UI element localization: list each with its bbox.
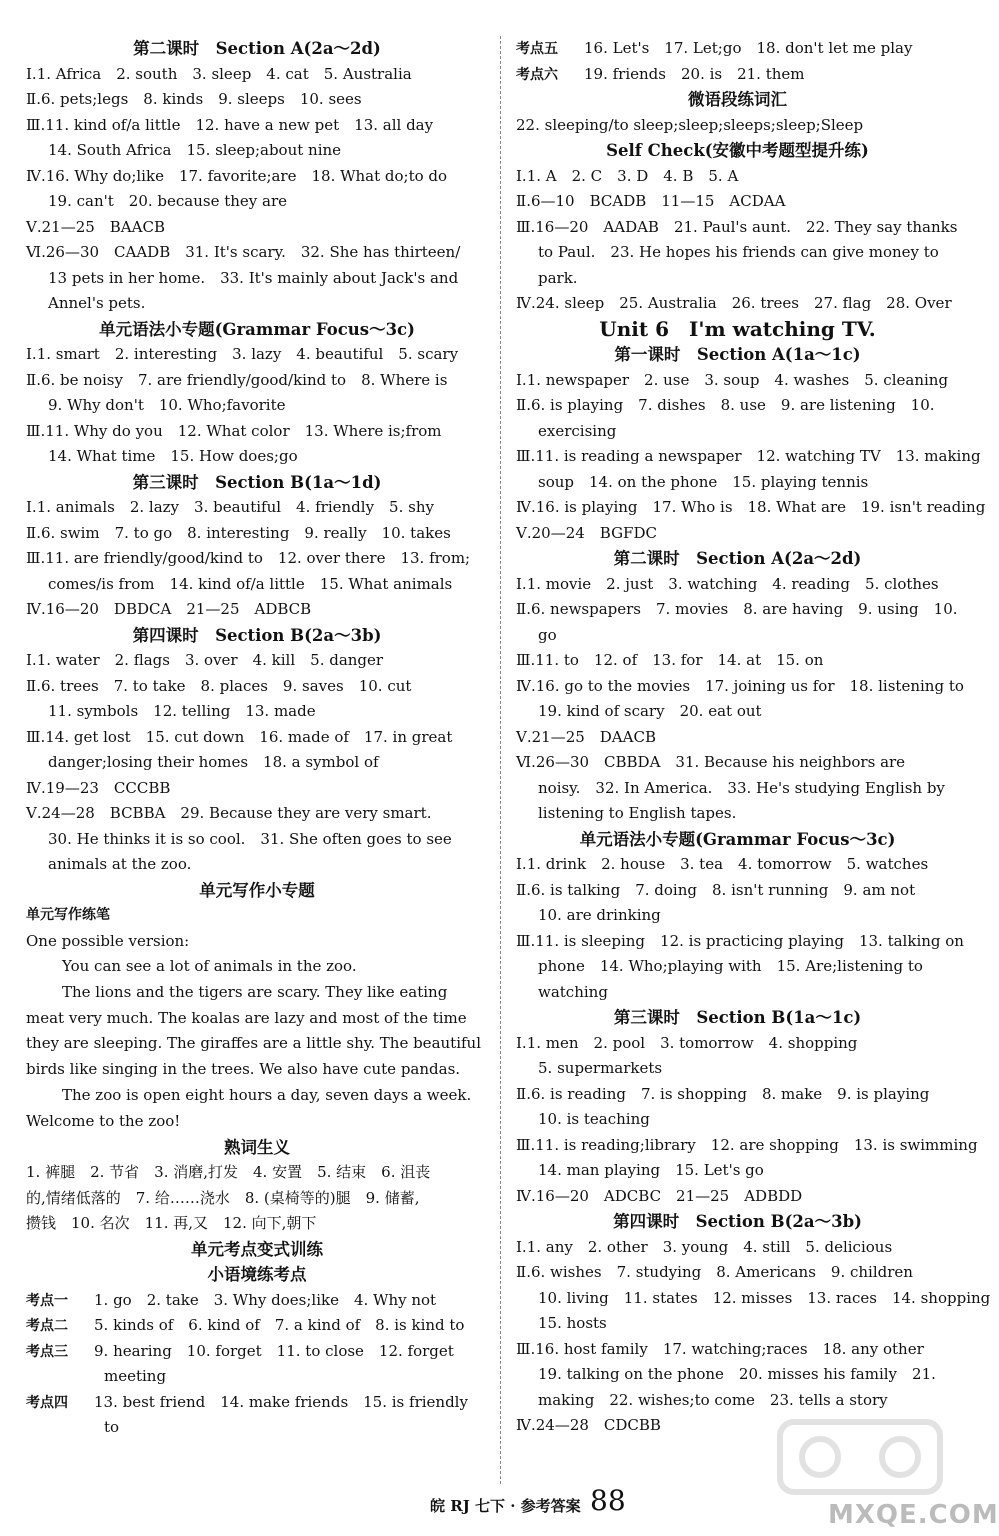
answer-line: making 22. wishes;to come 23. tells a story (538, 1390, 888, 1409)
answer-line: Ⅱ.6. is playing 7. dishes 8. use 9. are listening 10. (516, 396, 935, 414)
footer-label: 皖 RJ 七下 · 参考答案 (430, 1497, 581, 1515)
answer-line: Annel's pets. (48, 294, 146, 312)
answer-line: Ⅵ.26—30 CAADB 31. It's scary. 32. She has thirteen/ (26, 243, 461, 261)
answer-line: Ⅱ.6. wishes 7. studying 8. Americans 9. children (516, 1263, 913, 1281)
answer-line: Ⅰ.1. newspaper 2. use 3. soup 4. washes 5. cleaning (516, 370, 949, 389)
section-heading: 微语段练词汇 (688, 90, 787, 109)
answer-line: 14. What time 15. How does;go (48, 447, 298, 465)
answer-line: 攒钱 10. 名次 11. 再,又 12. 向下,朝下 (26, 1214, 317, 1233)
section-heading: Self Check(安徽中考题型提升练) (606, 141, 869, 160)
answer-line: Ⅳ.24—28 CDCBB (516, 1416, 661, 1434)
answer-line (516, 36, 959, 62)
essay-paragraph: The zoo is open eight hours a day, seven days a week. Welcome to the zoo! (26, 1085, 472, 1130)
answer-text: 19. friends 20. is 21. them (584, 64, 805, 83)
answer-line: Ⅰ.1. movie 2. just 3. watching 4. reading 5. clothes (516, 574, 939, 593)
section-heading: 第二课时 Section A(2a～2d) (133, 39, 381, 58)
answer-line: go (538, 625, 557, 644)
section-heading: 单元考点变式训练 (191, 1239, 323, 1259)
answer-line (516, 62, 959, 88)
answer-line: park. (538, 268, 578, 287)
essay-paragraph: The lions and the tigers are scary. They like eating meat very much. The koalas are lazy and most of the time they are sleeping. The giraffes are a little shy. The beautiful birds like singing in the trees. We also have cute pandas. (26, 982, 482, 1079)
answer-line: 19. kind of scary 20. eat out (538, 702, 762, 720)
answer-line: 14. South Africa 15. sleep;about nine (48, 141, 342, 159)
answer-text: 13. best friend 14. make friends 15. is friendly (94, 1392, 468, 1411)
answer-line: Ⅰ.1. any 2. other 3. young 4. still 5. delicious (516, 1237, 893, 1256)
answer-line: 11. symbols 12. telling 13. made (48, 702, 316, 720)
answer-line: Ⅲ.11. to 12. of 13. for 14. at 15. on (516, 651, 824, 669)
answer-line: meeting (104, 1367, 167, 1386)
answer-text: 16. Let's 17. Let;go 18. don't let me play (584, 39, 913, 57)
point-label: 考点六 (516, 66, 558, 83)
answer-line: Ⅳ.24. sleep 25. Australia 26. trees 27. flag 28. Over (516, 294, 952, 312)
answer-line: Ⅰ.1. smart 2. interesting 3. lazy 4. beautiful 5. scary (26, 345, 459, 363)
answer-line: Ⅳ.16—20 ADCBC 21—25 ADBDD (516, 1186, 803, 1205)
section-heading: 第四课时 Section B(2a～3b) (132, 625, 382, 645)
answer-line: Ⅱ.6. trees 7. to take 8. places 9. saves 10. cut (26, 676, 412, 695)
answer-line: 13 pets in her home. 33. It's mainly about Jack's and (48, 268, 459, 287)
answer-line (26, 1288, 488, 1314)
answer-line: danger;losing their homes 18. a symbol of (48, 753, 379, 771)
answer-line: 30. He thinks it is so cool. 31. She often goes to see (48, 829, 452, 848)
answer-line: 15. hosts (538, 1314, 607, 1332)
answer-line: Ⅱ.6. is reading 7. is shopping 8. make 9. is playing (516, 1084, 930, 1103)
answer-line: Ⅰ.1. Africa 2. south 3. sleep 4. cat 5. Australia (26, 64, 412, 83)
answer-text: 1. go 2. take 3. Why does;like 4. Why not (94, 1290, 437, 1309)
answer-line: to Paul. 23. He hopes his friends can give money to (538, 243, 939, 261)
point-label: 考点四 (26, 1394, 68, 1411)
answer-line: Ⅱ.6. is talking 7. doing 8. isn't running 9. am not (516, 880, 916, 899)
answer-line: noisy. 32. In America. 33. He's studying English by (538, 778, 945, 797)
answer-line: 10. are drinking (538, 906, 661, 924)
section-heading: 单元语法小专题(Grammar Focus～3c) (579, 829, 896, 849)
section-heading: 第四课时 Section B(2a～3b) (613, 1212, 862, 1231)
answer-line: Ⅳ.16. is playing 17. Who is 18. What are 19. isn't reading (516, 498, 986, 516)
answer-line: comes/is from 14. kind of/a little 15. What animals (48, 574, 453, 593)
answer-line: Ⅲ.16. host family 17. watching;races 18. any other (516, 1339, 924, 1358)
answer-line: Ⅲ.11. kind of/a little 12. have a new pet 13. all day (26, 115, 434, 134)
section-heading: 第三课时 Section B(1a～1c) (613, 1008, 862, 1027)
answer-line: Ⅰ.1. drink 2. house 3. tea 4. tomorrow 5. watches (516, 855, 929, 873)
answer-line: animals at the zoo. (48, 855, 192, 873)
answer-line: 19. can't 20. because they are (48, 192, 288, 210)
answer-line: Ⅰ.1. animals 2. lazy 3. beautiful 4. friendly 5. shy (26, 498, 434, 516)
answer-line: 19. talking on the phone 20. misses his family 21. (538, 1365, 936, 1383)
answer-line: Ⅴ.20—24 BGFDC (516, 523, 657, 542)
answer-line: 14. man playing 15. Let's go (538, 1161, 764, 1179)
essay-paragraph: You can see a lot of animals in the zoo. (62, 957, 357, 975)
subheading: 单元写作练笔 (26, 907, 110, 923)
answer-line: Ⅱ.6. swim 7. to go 8. interesting 9. really 10. takes (26, 523, 451, 542)
right-column (516, 36, 991, 1439)
answer-line: Ⅲ.11. Why do you 12. What color 13. Where is;from (26, 421, 442, 440)
section-heading: 单元写作小专题 (199, 880, 315, 900)
answer-line: Ⅲ.14. get lost 15. cut down 16. made of 17. in great (26, 727, 453, 746)
answer-line: One possible version: (26, 931, 190, 950)
section-heading: 熟词生义 (224, 1137, 290, 1157)
section-heading: 第一课时 Section A(1a～1c) (614, 345, 861, 364)
answer-line: 的,情绪低落的 7. 给……浇水 8. (桌椅等的)腿 9. 储蓄, (26, 1188, 420, 1207)
answer-line: phone 14. Who;playing with 15. Are;listening to (538, 957, 923, 975)
answer-line: Ⅰ.1. men 2. pool 3. tomorrow 4. shopping (516, 1033, 858, 1052)
answer-line: Ⅱ.6. newspapers 7. movies 8. are having 9. using 10. (516, 600, 958, 618)
answer-line: soup 14. on the phone 15. playing tennis (538, 472, 869, 491)
answer-line: Ⅴ.24—28 BCBBA 29. Because they are very smart. (26, 804, 432, 822)
answer-line: Ⅵ.26—30 CBBDA 31. Because his neighbors are (516, 753, 906, 771)
answer-line: 5. supermarkets (538, 1059, 663, 1077)
answer-text: 5. kinds of 6. kind of 7. a kind of 8. is kind to (94, 1316, 465, 1335)
answer-line: 1. 裤腿 2. 节省 3. 消磨,打发 4. 安置 5. 结束 6. 沮丧 (26, 1163, 431, 1182)
answer-line: 10. is teaching (538, 1110, 650, 1128)
answer-line: Ⅱ.6. be noisy 7. are friendly/good/kind to 8. Where is (26, 370, 448, 389)
left-column (26, 36, 488, 1441)
answer-line: Ⅲ.11. is reading a newspaper 12. watching TV 13. making (516, 447, 981, 465)
answer-line: Ⅲ.11. is reading;library 12. are shopping 13. is swimming (516, 1135, 978, 1154)
answer-line: Ⅰ.1. A 2. C 3. D 4. B 5. A (516, 166, 739, 185)
column-divider (500, 36, 502, 1484)
page-number: 88 (590, 1484, 626, 1517)
answer-line: Ⅴ.21—25 DAACB (516, 727, 656, 746)
answer-line: Ⅱ.6. pets;legs 8. kinds 9. sleeps 10. sees (26, 90, 362, 108)
answer-line: watching (538, 982, 608, 1001)
answer-line: Ⅲ.11. is sleeping 12. is practicing playing 13. talking on (516, 931, 964, 950)
section-heading: 第三课时 Section B(1a～1d) (132, 472, 382, 492)
answer-text: 9. hearing 10. forget 11. to close 12. forget (94, 1341, 454, 1360)
answer-line: to (104, 1418, 120, 1437)
answer-line: exercising (538, 421, 617, 440)
answer-line: 22. sleeping/to sleep;sleep;sleeps;sleep;Sleep (516, 115, 864, 134)
answer-line: Ⅰ.1. water 2. flags 3. over 4. kill 5. danger (26, 651, 384, 669)
section-heading: 第二课时 Section A(2a～2d) (613, 549, 862, 568)
point-label: 考点一 (26, 1292, 68, 1309)
point-label: 考点五 (516, 41, 558, 57)
answer-line (26, 1390, 488, 1416)
answer-line: Ⅳ.16. go to the movies 17. joining us for 18. listening to (516, 676, 964, 695)
answer-line: 10. living 11. states 12. misses 13. races 14. shopping (538, 1288, 991, 1307)
answer-line: Ⅳ.19—23 CCCBB (26, 778, 171, 797)
watermark-text: MXQE.COM (828, 1500, 999, 1530)
answer-line: Ⅳ.16. Why do;like 17. favorite;are 18. What do;to do (26, 166, 448, 185)
section-heading: 小语境练考点 (207, 1265, 307, 1285)
answer-line: Ⅳ.16—20 DBDCA 21—25 ADBCB (26, 600, 312, 618)
answer-line: listening to English tapes. (538, 804, 737, 822)
answer-line: Ⅲ.11. are friendly/good/kind to 12. over there 13. from; (26, 549, 471, 567)
answer-line: Ⅱ.6—10 BCADB 11—15 ACDAA (516, 192, 786, 210)
answer-line: 9. Why don't 10. Who;favorite (48, 396, 286, 414)
answer-line: Ⅲ.16—20 AADAB 21. Paul's aunt. 22. They say thanks (516, 217, 958, 236)
answer-line (26, 1313, 488, 1339)
answer-line: Ⅴ.21—25 BAACB (26, 217, 165, 236)
section-heading: 单元语法小专题(Grammar Focus～3c) (99, 319, 415, 339)
answer-line (26, 1339, 488, 1365)
unit-title: Unit 6 I'm watching TV. (599, 316, 876, 341)
point-label: 考点三 (26, 1343, 68, 1360)
point-label: 考点二 (26, 1318, 68, 1335)
